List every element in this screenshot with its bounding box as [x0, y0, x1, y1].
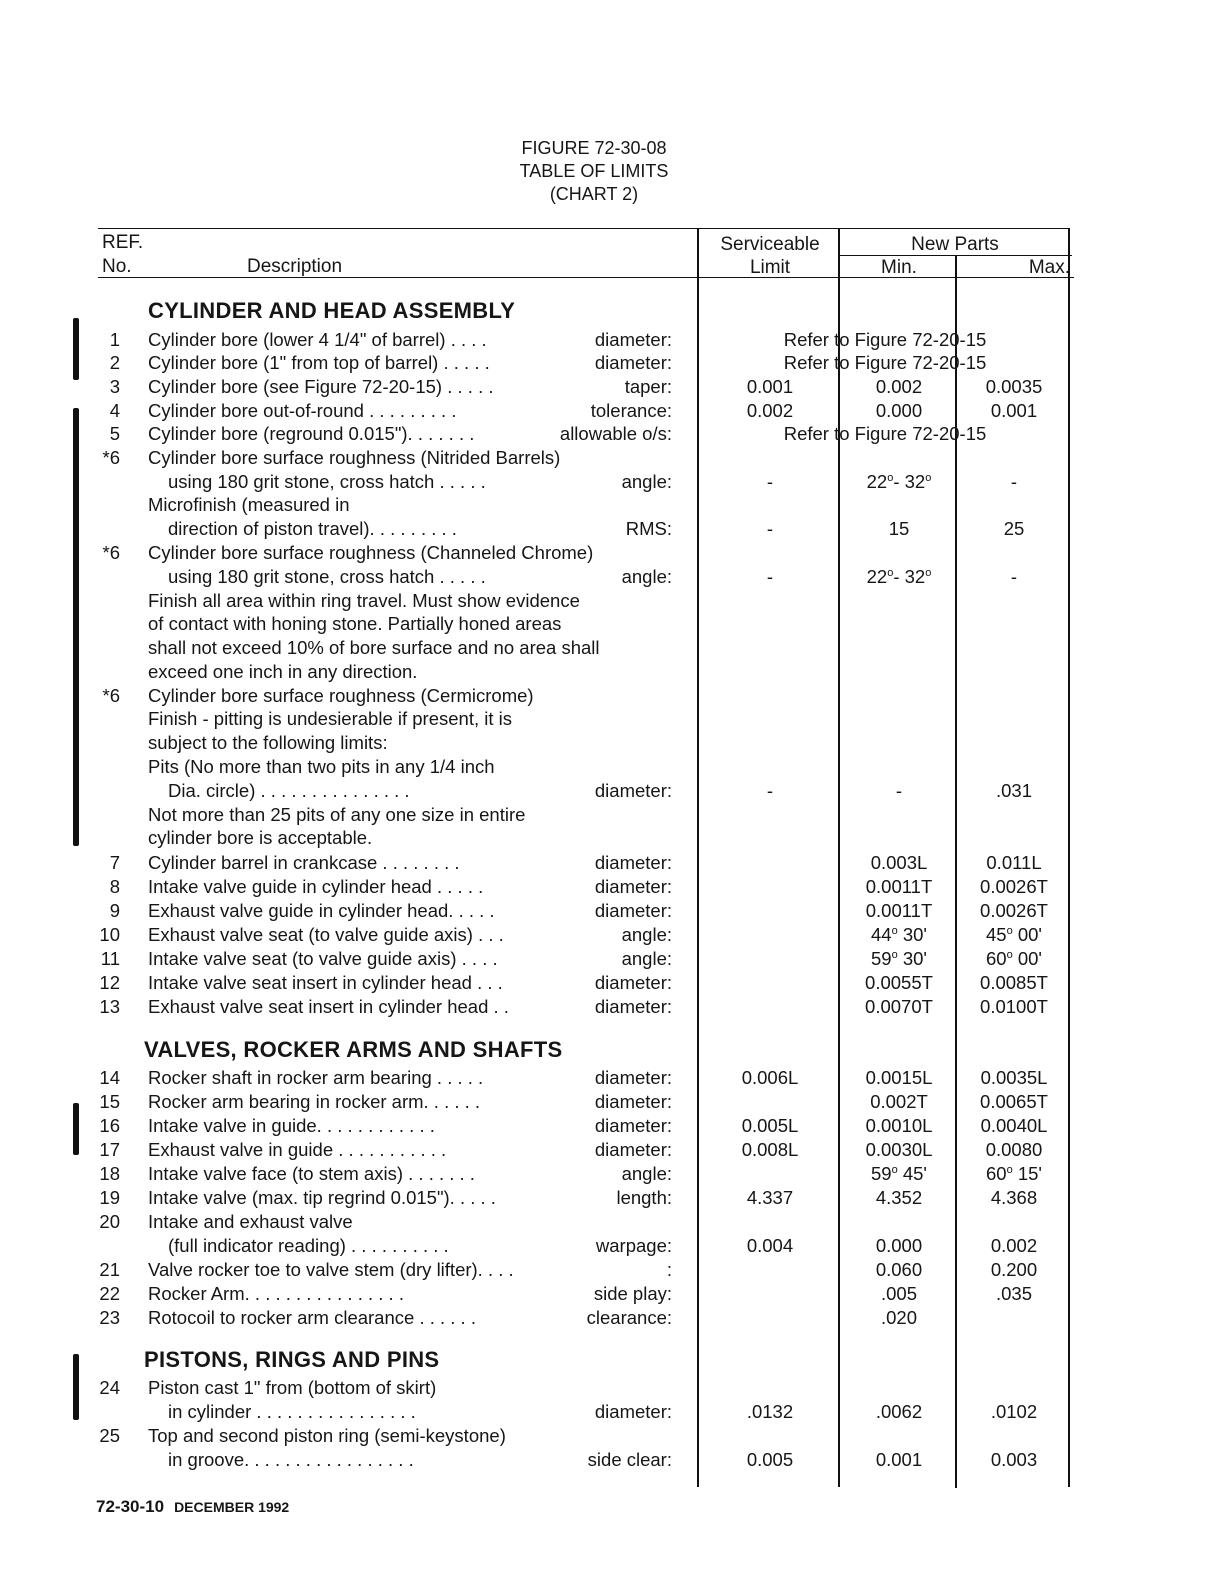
table-row — [0, 803, 1224, 827]
serviceable-limit: 0.005 — [746, 1449, 794, 1470]
table-row — [0, 1210, 1224, 1234]
table-row — [0, 731, 1224, 755]
measure-type: length: — [616, 1187, 672, 1208]
new-parts-max: 0.0035 — [985, 376, 1043, 397]
description: subject to the following limits: — [148, 732, 388, 753]
ref-number: 7 — [109, 852, 120, 873]
table-row — [0, 1138, 1224, 1162]
new-parts-min: 4.352 — [875, 1187, 923, 1208]
measure-type: diameter: — [594, 1067, 672, 1088]
ref-number: 13 — [99, 996, 120, 1017]
new-parts-max: 0.0085T — [980, 972, 1048, 993]
serviceable-limit: 0.006L — [741, 1067, 799, 1088]
description: Cylinder bore surface roughness (Nitrided Barrels) — [148, 447, 561, 468]
header-ref: REF. — [102, 232, 144, 253]
description: Dia. circle) . . . . . . . . . . . . . . . — [168, 780, 410, 801]
new-parts-max: 0.0080 — [985, 1139, 1043, 1160]
measure-type: taper: — [624, 376, 672, 397]
table-row — [0, 1234, 1224, 1258]
description: in groove. . . . . . . . . . . . . . . . . — [168, 1449, 414, 1470]
description: Intake and exhaust valve — [148, 1211, 353, 1232]
header-no: No. — [102, 256, 132, 277]
ref-number: 3 — [109, 376, 120, 397]
table-row — [0, 755, 1224, 779]
measure-type: allowable o/s: — [559, 423, 672, 444]
new-parts-min: 0.0070T — [865, 996, 933, 1017]
description: Cylinder bore surface roughness (Cermicrome) — [148, 685, 534, 706]
measure-type: angle: — [621, 566, 672, 587]
description: Intake valve in guide. . . . . . . . . . . . — [148, 1115, 435, 1136]
new-parts-min: 0.000 — [875, 1235, 923, 1256]
serviceable-limit: 4.337 — [746, 1187, 794, 1208]
section-heading: CYLINDER AND HEAD ASSEMBLY — [148, 298, 516, 323]
description: Finish - pitting is undesierable if present, it is — [148, 708, 513, 729]
new-parts-min: .020 — [880, 1307, 917, 1328]
ref-number: 5 — [109, 423, 120, 444]
table-row — [0, 826, 1224, 850]
new-parts-min: 0.002 — [875, 376, 923, 397]
figure-subcaption: (CHART 2) — [549, 184, 639, 204]
serviceable-limit: 0.008L — [741, 1139, 799, 1160]
description: Intake valve seat (to valve guide axis) . . . . — [148, 948, 498, 969]
description: Not more than 25 pits of any one size in entire — [148, 804, 526, 825]
ref-number: 21 — [99, 1259, 120, 1280]
new-parts-min: .0062 — [875, 1401, 923, 1422]
new-parts-max: 0.0026T — [980, 876, 1048, 897]
measure-type: warpage: — [595, 1235, 672, 1256]
description: (full indicator reading) . . . . . . . . . . — [168, 1235, 449, 1256]
table-row — [0, 1282, 1224, 1306]
new-parts-min: 15 — [888, 518, 910, 539]
new-parts-max: 4.368 — [990, 1187, 1038, 1208]
serviceable-limit: 0.004 — [746, 1235, 794, 1256]
new-parts-min: 0.000 — [875, 400, 923, 421]
description: Rocker arm bearing in rocker arm. . . . . . — [148, 1091, 481, 1112]
new-parts-min: 0.001 — [875, 1449, 923, 1470]
description: Pits (No more than two pits in any 1/4 inch — [148, 756, 495, 777]
new-parts-max: 0.011L — [986, 852, 1042, 873]
new-parts-min: 44$^o$ 30' — [871, 924, 927, 945]
table-row — [0, 1258, 1224, 1282]
header-description: Description — [247, 256, 343, 277]
new-parts-max: 0.003 — [990, 1449, 1038, 1470]
description: Top and second piston ring (semi-keystone) — [148, 1425, 506, 1446]
description: Microfinish (measured in — [148, 494, 350, 515]
serviceable-limit: - — [766, 780, 774, 801]
ref-number: 16 — [99, 1115, 120, 1136]
table-row — [0, 541, 1224, 565]
measure-type: clearance: — [586, 1307, 672, 1328]
new-parts-min: 22$^o$- 32$^o$ — [866, 566, 932, 587]
measure-type: diameter: — [594, 780, 672, 801]
measure-type: diameter: — [594, 852, 672, 873]
description: shall not exceed 10% of bore surface and no area shall — [148, 637, 600, 658]
new-parts-max: 0.200 — [990, 1259, 1038, 1280]
new-parts-min: 0.0011T — [865, 900, 933, 921]
description: Intake valve (max. tip regrind 0.015"). . . . . — [148, 1187, 496, 1208]
table-row — [0, 899, 1224, 923]
table-row — [0, 660, 1224, 684]
new-parts-max: 0.001 — [990, 400, 1038, 421]
revision-date: DECEMBER 1992 — [174, 1499, 290, 1515]
table-row — [0, 947, 1224, 971]
description: Finish all area within ring travel. Must show evidence — [148, 590, 580, 611]
serviceable-limit: .0132 — [746, 1401, 794, 1422]
new-parts-max: - — [1010, 566, 1018, 587]
new-parts-max: 45$^o$ 00' — [986, 924, 1042, 945]
table-row — [0, 1066, 1224, 1090]
description: Cylinder bore out-of-round . . . . . . . . . — [148, 400, 457, 421]
measure-type: angle: — [621, 948, 672, 969]
description: Exhaust valve guide in cylinder head. . . . . — [148, 900, 495, 921]
measure-type: diameter: — [594, 972, 672, 993]
new-parts-max: 0.0100T — [980, 996, 1048, 1017]
description: Cylinder bore (1" from top of barrel) . . . . . — [148, 352, 490, 373]
table-row — [0, 375, 1224, 399]
table-row — [0, 1114, 1224, 1138]
table-row — [0, 399, 1224, 423]
new-parts-max: 60$^o$ 00' — [986, 948, 1042, 969]
ref-number: 1 — [109, 329, 120, 350]
measure-type: tolerance: — [590, 400, 672, 421]
description: Rocker Arm. . . . . . . . . . . . . . . . — [148, 1283, 404, 1304]
measure-type: diameter: — [594, 1401, 672, 1422]
ref-number: 11 — [100, 948, 120, 969]
table-row — [0, 328, 1224, 352]
new-parts-min: 22$^o$- 32$^o$ — [866, 471, 932, 492]
new-parts-max: 60$^o$ 15' — [986, 1163, 1042, 1184]
measure-type: side play: — [593, 1283, 672, 1304]
header-top-rule — [98, 228, 1070, 229]
measure-type: angle: — [621, 1163, 672, 1184]
measure-type: diameter: — [594, 1139, 672, 1160]
section-heading: PISTONS, RINGS AND PINS — [144, 1347, 440, 1372]
serviceable-limit: - — [766, 471, 774, 492]
new-parts-min: - — [895, 780, 903, 801]
measure-type: angle: — [621, 471, 672, 492]
table-row — [0, 636, 1224, 660]
table-row — [0, 779, 1224, 803]
ref-number: 15 — [99, 1091, 120, 1112]
figure-caption: TABLE OF LIMITS — [519, 161, 669, 181]
ref-number: 8 — [109, 876, 120, 897]
ref-number: 18 — [99, 1163, 120, 1184]
ref-number: 24 — [99, 1377, 120, 1398]
header-bottom-rule — [98, 277, 1074, 278]
table-row — [0, 446, 1224, 470]
table-row — [0, 1186, 1224, 1210]
ref-number: 25 — [99, 1425, 120, 1446]
reference-note: Refer to Figure 72-20-15 — [783, 423, 987, 444]
description: cylinder bore is acceptable. — [148, 827, 373, 848]
header-new-parts: New Parts — [911, 234, 999, 255]
table-row — [0, 1448, 1224, 1472]
table-row — [0, 875, 1224, 899]
new-parts-max: 25 — [1003, 518, 1025, 539]
header-limit: Limit — [749, 257, 791, 278]
ref-number: 10 — [99, 924, 120, 945]
new-parts-min: 0.002T — [870, 1091, 928, 1112]
new-parts-min: 0.0010L — [865, 1115, 933, 1136]
ref-number: 19 — [99, 1187, 120, 1208]
ref-number: 20 — [99, 1211, 120, 1232]
ref-number: 17 — [99, 1139, 120, 1160]
new-parts-max: 0.0035L — [980, 1067, 1048, 1088]
table-row — [0, 493, 1224, 517]
description: Intake valve guide in cylinder head . . . . . — [148, 876, 484, 897]
new-parts-min: 0.0015L — [865, 1067, 933, 1088]
table-row — [0, 1090, 1224, 1114]
new-parts-max: 0.0040L — [980, 1115, 1048, 1136]
reference-note: Refer to Figure 72-20-15 — [783, 329, 987, 350]
new-parts-max: .031 — [995, 780, 1032, 801]
measure-type: : — [666, 1259, 672, 1280]
header-serviceable: Serviceable — [720, 234, 820, 255]
description: using 180 grit stone, cross hatch . . . . . — [168, 471, 486, 492]
description: Intake valve seat insert in cylinder head . . . — [148, 972, 503, 993]
measure-type: diameter: — [594, 1115, 672, 1136]
ref-number: 2 — [109, 352, 120, 373]
table-row — [0, 1162, 1224, 1186]
reference-note: Refer to Figure 72-20-15 — [783, 352, 987, 373]
table-row — [0, 470, 1224, 494]
measure-type: side clear: — [587, 1449, 672, 1470]
new-parts-min: 59$^o$ 30' — [871, 948, 927, 969]
ref-number: *6 — [102, 542, 120, 563]
table-row — [0, 612, 1224, 636]
measure-type: diameter: — [594, 329, 672, 350]
table-row — [0, 684, 1224, 708]
new-parts-min: 0.0011T — [865, 876, 933, 897]
new-parts-min: 0.060 — [875, 1259, 923, 1280]
page-number: 72-30-10 — [96, 1497, 165, 1516]
measure-type: diameter: — [594, 900, 672, 921]
table-row — [0, 1376, 1224, 1400]
page-footer — [96, 1497, 289, 1517]
new-parts-min: 0.0030L — [865, 1139, 933, 1160]
new-parts-min: 0.0055T — [865, 972, 933, 993]
measure-type: diameter: — [594, 352, 672, 373]
description: Intake valve face (to stem axis) . . . . . . . — [148, 1163, 475, 1184]
table-row — [0, 923, 1224, 947]
section-heading: VALVES, ROCKER ARMS AND SHAFTS — [144, 1037, 563, 1062]
header-min: Min. — [881, 257, 917, 278]
table-row — [0, 589, 1224, 613]
description: Exhaust valve seat insert in cylinder head . . — [148, 996, 509, 1017]
ref-number: 9 — [109, 900, 120, 921]
description: Exhaust valve seat (to valve guide axis) . . . — [148, 924, 504, 945]
description: Cylinder bore (see Figure 72-20-15) . . . . . — [148, 376, 494, 397]
new-parts-min: .005 — [880, 1283, 917, 1304]
description: exceed one inch in any direction. — [148, 661, 418, 682]
serviceable-limit: 0.005L — [741, 1115, 799, 1136]
table-row — [0, 995, 1224, 1019]
description: Valve rocker toe to valve stem (dry lifter). . . . — [148, 1259, 514, 1280]
table-row — [0, 971, 1224, 995]
serviceable-limit: - — [766, 566, 774, 587]
serviceable-limit: - — [766, 518, 774, 539]
new-parts-max: .0102 — [990, 1401, 1038, 1422]
new-parts-max: - — [1010, 471, 1018, 492]
new-parts-max: 0.002 — [990, 1235, 1038, 1256]
serviceable-limit: 0.001 — [746, 376, 794, 397]
description: of contact with honing stone. Partially honed areas — [148, 613, 562, 634]
new-parts-max: 0.0026T — [980, 900, 1048, 921]
table-row — [0, 1400, 1224, 1424]
ref-number: *6 — [102, 447, 120, 468]
description: in cylinder . . . . . . . . . . . . . . . . — [168, 1401, 416, 1422]
description: Cylinder bore (reground 0.015"). . . . . . . — [148, 423, 475, 444]
ref-number: 22 — [99, 1283, 120, 1304]
table-row — [0, 851, 1224, 875]
table-row — [0, 1306, 1224, 1330]
table-row — [0, 1424, 1224, 1448]
description: Cylinder bore (lower 4 1/4" of barrel) . . . . — [148, 329, 487, 350]
serviceable-limit: 0.002 — [746, 400, 794, 421]
new-parts-min: 0.003L — [870, 852, 928, 873]
new-parts-max: 0.0065T — [980, 1091, 1048, 1112]
ref-number: 23 — [99, 1307, 120, 1328]
new-parts-min: 59$^o$ 45' — [871, 1163, 927, 1184]
header-max: Max. — [1028, 257, 1070, 278]
measure-type: diameter: — [594, 1091, 672, 1112]
description: Rotocoil to rocker arm clearance . . . . . . — [148, 1307, 476, 1328]
table-row — [0, 351, 1224, 375]
figure-number: FIGURE 72-30-08 — [521, 138, 667, 158]
new-parts-max: .035 — [995, 1283, 1032, 1304]
ref-number: 4 — [109, 400, 120, 421]
description: Piston cast 1" from (bottom of skirt) — [148, 1377, 437, 1398]
description: Exhaust valve in guide . . . . . . . . . . . — [148, 1139, 447, 1160]
table-row — [0, 422, 1224, 446]
description: Cylinder bore surface roughness (Channeled Chrome) — [148, 542, 594, 563]
table-row — [0, 707, 1224, 731]
table-row — [0, 517, 1224, 541]
measure-type: angle: — [621, 924, 672, 945]
table-row — [0, 565, 1224, 589]
ref-number: *6 — [102, 685, 120, 706]
description: Cylinder barrel in crankcase . . . . . . . . — [148, 852, 460, 873]
measure-type: diameter: — [594, 996, 672, 1017]
description: direction of piston travel). . . . . . . . . — [168, 518, 457, 539]
description: using 180 grit stone, cross hatch . . . . . — [168, 566, 486, 587]
ref-number: 14 — [99, 1067, 120, 1088]
measure-type: RMS: — [625, 518, 672, 539]
measure-type: diameter: — [594, 876, 672, 897]
description: Rocker shaft in rocker arm bearing . . . . . — [148, 1067, 484, 1088]
ref-number: 12 — [99, 972, 120, 993]
